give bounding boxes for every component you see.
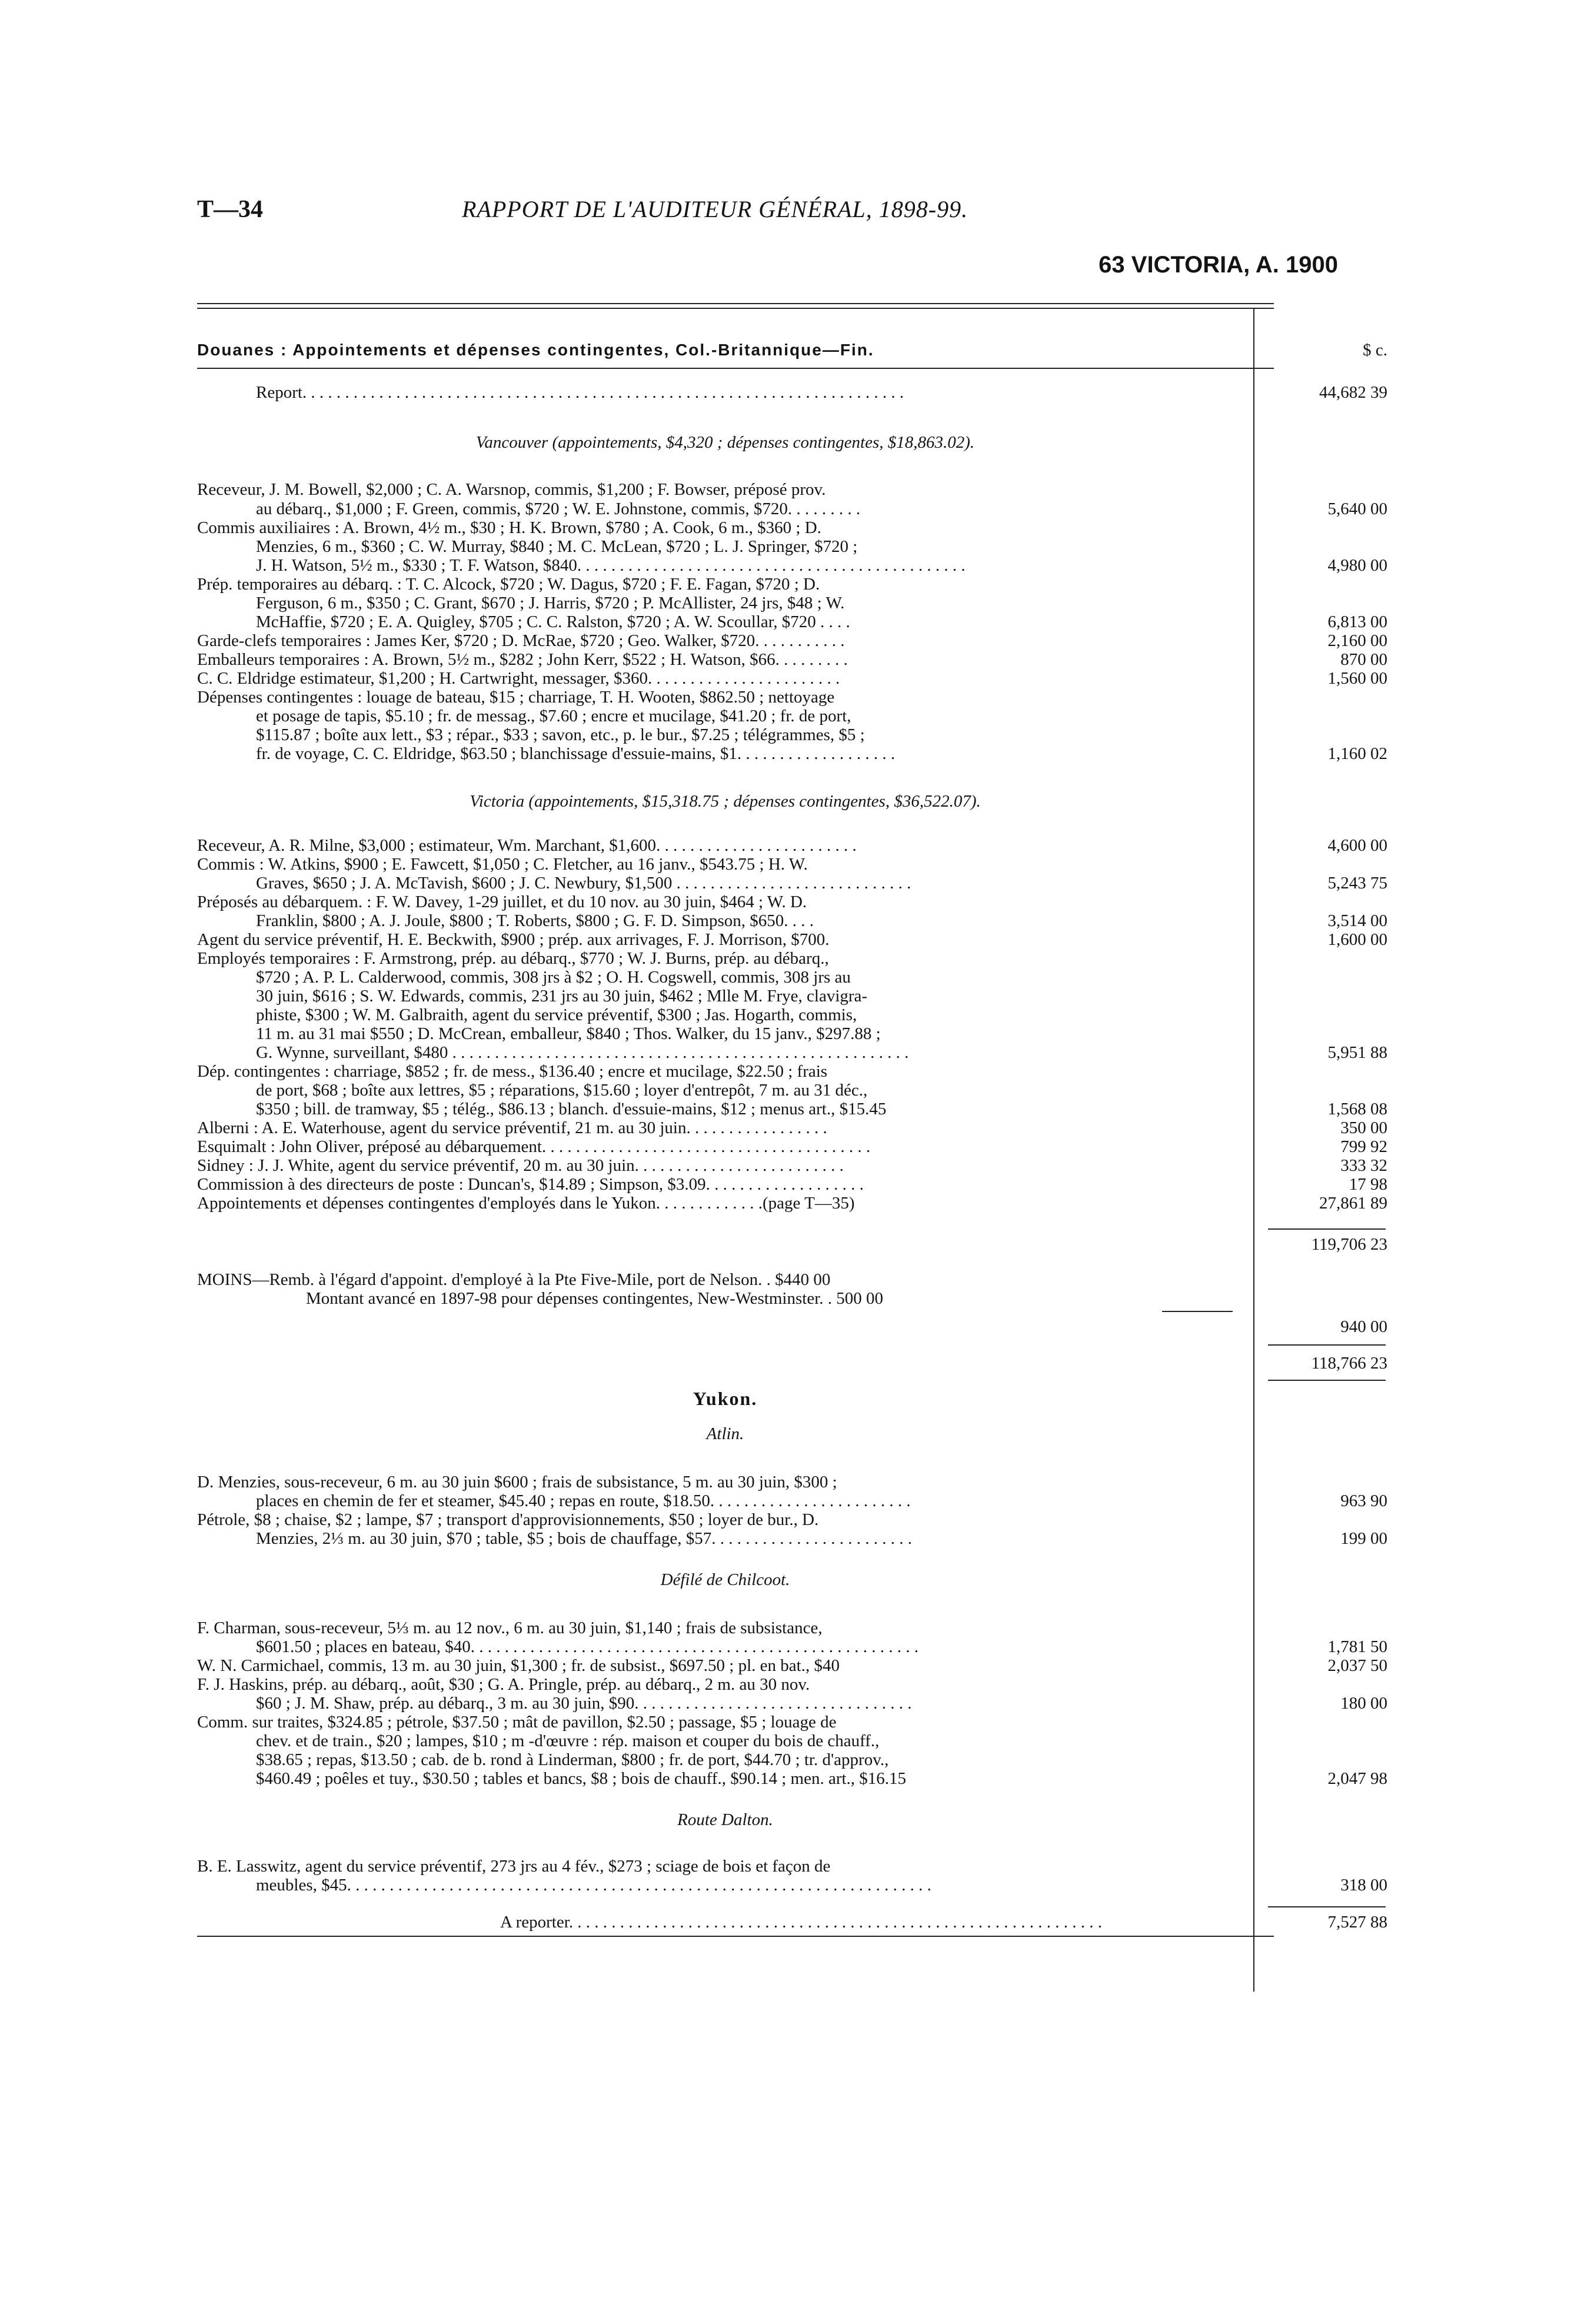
ledger-line: Graves, $650 ; J. A. McTavish, $600 ; J. C. Newbury, $1,500 . . . . . . . . . . . . . . . . . . . . . . . . . . . .	[256, 874, 911, 893]
ledger-line: B. E. Lasswitz, agent du service préventif, 273 jrs au 4 fév., $273 ; sciage de bois et façon de	[197, 1857, 831, 1876]
session-label: 63 VICTORIA, A. 1900	[1099, 252, 1338, 278]
ledger-amount: 199 00	[1340, 1529, 1387, 1548]
subtotal-rule	[1268, 1228, 1386, 1230]
page-number: T—34	[197, 196, 264, 223]
ledger-line: Appointements et dépenses contingentes d'employés dans le Yukon. . . . . . . . . . . . .(page T—35)	[197, 1194, 855, 1213]
ledger-line: Alberni : A. E. Waterhouse, agent du service préventif, 21 m. au 30 juin. . . . . . . . . . . . . . . . .	[197, 1118, 827, 1137]
ledger-line: G. Wynne, surveillant, $480 . . . . . . . . . . . . . . . . . . . . . . . . . . . . . . . . . . . . . . . . . . . . . . . . . . . . . .	[256, 1043, 909, 1062]
ledger-line: Route Dalton.	[677, 1810, 773, 1829]
ledger-line: Menzies, 2⅓ m. au 30 juin, $70 ; table, $5 ; bois de chauffage, $57. . . . . . . . . . . . . . . . . . . . . . . .	[256, 1529, 912, 1548]
ledger-line: $38.65 ; repas, $13.50 ; cab. de b. rond à Linderman, $800 ; fr. de port, $44.70 ; tr. d'approv.,	[256, 1750, 889, 1769]
ledger-amount: 350 00	[1340, 1118, 1387, 1137]
ledger-line: Agent du service préventif, H. E. Beckwith, $900 ; prép. aux arrivages, F. J. Morrison, $700.	[197, 930, 830, 949]
ledger-amount: 2,047 98	[1327, 1769, 1387, 1788]
ledger-amount: 1,600 00	[1327, 930, 1387, 949]
subtotal-rule	[1268, 1906, 1386, 1907]
ledger-line: Commis auxiliaires : A. Brown, 4½ m., $30 ; H. K. Brown, $780 ; A. Cook, 6 m., $360 ; D.	[197, 518, 821, 537]
ledger-amount: 2,037 50	[1327, 1656, 1387, 1675]
deduction-rule	[1162, 1311, 1233, 1312]
top-rule-double	[197, 308, 1274, 309]
ledger-line: A reporter. . . . . . . . . . . . . . . . . . . . . . . . . . . . . . . . . . . . . . . . . . . . . . . . . . . . . . . . . . . . . . .	[500, 1913, 1103, 1932]
ledger-line: Receveur, A. R. Milne, $3,000 ; estimateur, Wm. Marchant, $1,600. . . . . . . . . . . . . . . . . . . . . . . .	[197, 836, 857, 855]
ledger-line: $350 ; bill. de tramway, $5 ; télég., $86.13 ; blanch. d'essuie-mains, $12 ; menus art., $15.45	[256, 1100, 887, 1118]
bottom-rule	[197, 1936, 1274, 1937]
ledger-line: F. Charman, sous-receveur, 5⅓ m. au 12 nov., 6 m. au 30 juin, $1,140 ; frais de subsistance,	[197, 1619, 823, 1637]
ledger-amount: 119,706 23	[1311, 1235, 1387, 1254]
ledger-amount: 4,600 00	[1327, 836, 1387, 855]
ledger-line: meubles, $45. . . . . . . . . . . . . . . . . . . . . . . . . . . . . . . . . . . . . . . . . . . . . . . . . . . . . . . . . . . . . . . . . . . . .	[256, 1876, 931, 1895]
ledger-line: Commission à des directeurs de poste : Duncan's, $14.89 ; Simpson, $3.09. . . . . . . . . . . . . . . . . . .	[197, 1175, 864, 1194]
ledger-line: chev. et de train., $20 ; lampes, $10 ; m -d'œuvre : rép. maison et couper du bois de chauff.,	[256, 1732, 880, 1750]
amount-column-rule	[1253, 309, 1254, 1992]
ledger-amount: 1,160 02	[1327, 744, 1387, 763]
ledger-line: Franklin, $800 ; A. J. Joule, $800 ; T. Roberts, $800 ; G. F. D. Simpson, $650. . . .	[256, 911, 814, 930]
ledger-line: D. Menzies, sous-receveur, 6 m. au 30 juin $600 ; frais de subsistance, 5 m. au 30 juin, $300 ;	[197, 1473, 837, 1491]
ledger-line: Garde-clefs temporaires : James Ker, $720 ; D. McRae, $720 ; Geo. Walker, $720. . . . . . . . . . .	[197, 631, 845, 650]
ledger-line: phiste, $300 ; W. M. Galbraith, agent du service préventif, $300 ; Jas. Hogarth, commis,	[256, 1005, 857, 1024]
ledger-line: de port, $68 ; boîte aux lettres, $5 ; réparations, $15.60 ; loyer d'entrepôt, 7 m. au 31 déc.,	[256, 1081, 868, 1100]
ledger-amount: 180 00	[1340, 1694, 1387, 1713]
ledger-line: Esquimalt : John Oliver, préposé au débarquement. . . . . . . . . . . . . . . . . . . . . . . . . . . . . . . . . . . . . . .	[197, 1137, 871, 1156]
ledger-amount: 44,682 39	[1319, 383, 1387, 402]
ledger-amount: 940 00	[1340, 1317, 1387, 1336]
ledger-line: Emballeurs temporaires : A. Brown, 5½ m., $282 ; John Kerr, $522 ; H. Watson, $66. . . . . . . . .	[197, 650, 848, 669]
ledger-amount: 3,514 00	[1327, 911, 1387, 930]
ledger-line: McHaffie, $720 ; E. A. Quigley, $705 ; C. C. Ralston, $720 ; A. W. Scoullar, $720 . . . .	[256, 612, 850, 631]
ledger-line: Receveur, J. M. Bowell, $2,000 ; C. A. Warsnop, commis, $1,200 ; F. Bowser, préposé prov.	[197, 480, 826, 499]
ledger-line: $460.49 ; poêles et tuy., $30.50 ; tables et bancs, $8 ; bois de chauff., $90.14 ; men. art., $16.15	[256, 1769, 907, 1788]
ledger-line: F. J. Haskins, prép. au débarq., août, $30 ; G. A. Pringle, prép. au débarq., 2 m. au 30 nov.	[197, 1675, 810, 1694]
ledger-amount: 5,640 00	[1327, 500, 1387, 518]
ledger-amount: 963 90	[1340, 1491, 1387, 1510]
ledger-line: Montant avancé en 1897-98 pour dépenses contingentes, New-Westminster. . 500 00	[306, 1289, 884, 1308]
ledger-line: fr. de voyage, C. C. Eldridge, $63.50 ; blanchissage d'essuie-mains, $1. . . . . . . . . . . . . . . . . . .	[256, 744, 896, 763]
ledger-line: Victoria (appointements, $15,318.75 ; dépenses contingentes, $36,522.07).	[470, 792, 981, 811]
ledger-line: J. H. Watson, 5½ m., $330 ; T. F. Watson, $840. . . . . . . . . . . . . . . . . . . . . . . . . . . . . . . . . . . . . . . . . . . . . .	[256, 556, 966, 575]
ledger-line: Préposés au débarquem. : F. W. Davey, 1-29 juillet, et du 10 nov. au 30 juin, $464 ; W. D.	[197, 893, 807, 911]
ledger-line: Dép. contingentes : charriage, $852 ; fr. de mess., $136.40 ; encre et mucilage, $22.50 ; frais	[197, 1062, 828, 1081]
ledger-line: Pétrole, $8 ; chaise, $2 ; lampe, $7 ; transport d'approvisionnements, $50 ; loyer de bur., D.	[197, 1510, 819, 1529]
ledger-amount: 7,527 88	[1327, 1913, 1387, 1932]
ledger-amount: 1,781 50	[1327, 1637, 1387, 1656]
ledger-line: Yukon.	[693, 1389, 758, 1409]
ledger-line: Ferguson, 6 m., $350 ; C. Grant, $670 ; J. Harris, $720 ; P. McAllister, 24 jrs, $48 ; W.	[256, 594, 845, 612]
ledger-amount: 799 92	[1340, 1137, 1387, 1156]
ledger-line: Atlin.	[706, 1424, 744, 1443]
ledger-amount: 2,160 00	[1327, 631, 1387, 650]
ledger-line: Comm. sur traites, $324.85 ; pétrole, $37.50 ; mât de pavillon, $2.50 ; passage, $5 ; louage de	[197, 1713, 837, 1732]
ledger-amount: 17 98	[1349, 1175, 1387, 1194]
top-rule	[197, 303, 1274, 304]
ledger-line: Sidney : J. J. White, agent du service préventif, 20 m. au 30 juin. . . . . . . . . . . . . . . . . . . . . . . . .	[197, 1156, 844, 1175]
ledger-line: Vancouver (appointements, $4,320 ; dépenses contingentes, $18,863.02).	[475, 433, 975, 452]
ledger-line: Report. . . . . . . . . . . . . . . . . . . . . . . . . . . . . . . . . . . . . . . . . . . . . . . . . . . . . . . . . . . . . . . . . . . . . . .	[256, 383, 904, 402]
ledger-amount: 5,951 88	[1327, 1043, 1387, 1062]
ledger-line: Dépenses contingentes : louage de bateau, $15 ; charriage, T. H. Wooten, $862.50 ; nettoyage	[197, 688, 835, 707]
subtotal-rule	[1268, 1380, 1386, 1381]
ledger-amount: 318 00	[1340, 1876, 1387, 1895]
ledger-line: $60 ; J. M. Shaw, prép. au débarq., 3 m. au 30 juin, $90. . . . . . . . . . . . . . . . . . . . . . . . . . . . . . . . .	[256, 1694, 912, 1713]
ledger-line: $601.50 ; places en bateau, $40. . . . . . . . . . . . . . . . . . . . . . . . . . . . . . . . . . . . . . . . . . . . . . . . . . . . .	[256, 1637, 919, 1656]
ledger-amount: 1,568 08	[1327, 1100, 1387, 1118]
ledger-amount: 870 00	[1340, 650, 1387, 669]
ledger-line: W. N. Carmichael, commis, 13 m. au 30 juin, $1,300 ; fr. de subsist., $697.50 ; pl. en bat., $40	[197, 1656, 840, 1675]
ledger-line: et posage de tapis, $5.10 ; fr. de messag., $7.60 ; encre et mucilage, $41.20 ; fr. de port,	[256, 707, 851, 725]
ledger-amount: 4,980 00	[1327, 556, 1387, 575]
running-title: RAPPORT DE L'AUDITEUR GÉNÉRAL, 1898-99.	[462, 196, 968, 222]
ledger-line: MOINS—Remb. à l'égard d'appoint. d'employé à la Pte Five-Mile, port de Nelson. . $440 00	[197, 1270, 831, 1289]
ledger-line: Commis : W. Atkins, $900 ; E. Fawcett, $1,050 ; C. Fletcher, au 16 janv., $543.75 ; H. W.	[197, 855, 808, 874]
subtotal-rule	[1268, 1344, 1386, 1346]
currency-header: $ c.	[1363, 341, 1387, 359]
ledger-line: $115.87 ; boîte aux lett., $3 ; répar., $33 ; savon, etc., p. le bur., $7.25 ; télégrammes, $5 ;	[256, 725, 865, 744]
ledger-amount: 1,560 00	[1327, 669, 1387, 688]
ledger-amount: 118,766 23	[1311, 1354, 1387, 1373]
table-title: Douanes : Appointements et dépenses contingentes, Col.-Britannique—Fin.	[197, 341, 874, 359]
header-rule	[197, 368, 1274, 369]
ledger-amount: 6,813 00	[1327, 612, 1387, 631]
ledger-line: Prép. temporaires au débarq. : T. C. Alcock, $720 ; W. Dagus, $720 ; F. E. Fagan, $720 ; D.	[197, 575, 820, 594]
ledger-line: places en chemin de fer et steamer, $45.40 ; repas en route, $18.50. . . . . . . . . . . . . . . . . . . . . . . .	[256, 1491, 911, 1510]
ledger-line: Employés temporaires : F. Armstrong, prép. au débarq., $770 ; W. J. Burns, prép. au débarq.,	[197, 949, 829, 968]
ledger-line: C. C. Eldridge estimateur, $1,200 ; H. Cartwright, messager, $360. . . . . . . . . . . . . . . . . . . . . . .	[197, 669, 840, 688]
ledger-line: 30 juin, $616 ; S. W. Edwards, commis, 231 jrs au 30 juin, $462 ; Mlle M. Frye, clavigra-	[256, 987, 868, 1005]
ledger-amount: 333 32	[1340, 1156, 1387, 1175]
ledger-line: Menzies, 6 m., $360 ; C. W. Murray, $840 ; M. C. McLean, $720 ; L. J. Springer, $720 ;	[256, 537, 858, 556]
ledger-line: au débarq., $1,000 ; F. Green, commis, $720 ; W. E. Johnstone, commis, $720. . . . . . . . .	[256, 500, 861, 518]
ledger-amount: 27,861 89	[1319, 1194, 1387, 1213]
ledger-line: Défilé de Chilcoot.	[660, 1570, 790, 1589]
ledger-line: 11 m. au 31 mai $550 ; D. McCrean, emballeur, $840 ; Thos. Walker, du 15 janv., $297.88 ;	[256, 1024, 881, 1043]
ledger-amount: 5,243 75	[1327, 874, 1387, 893]
ledger-line: $720 ; A. P. L. Calderwood, commis, 308 jrs à $2 ; O. H. Cogswell, commis, 308 jrs au	[256, 968, 851, 987]
